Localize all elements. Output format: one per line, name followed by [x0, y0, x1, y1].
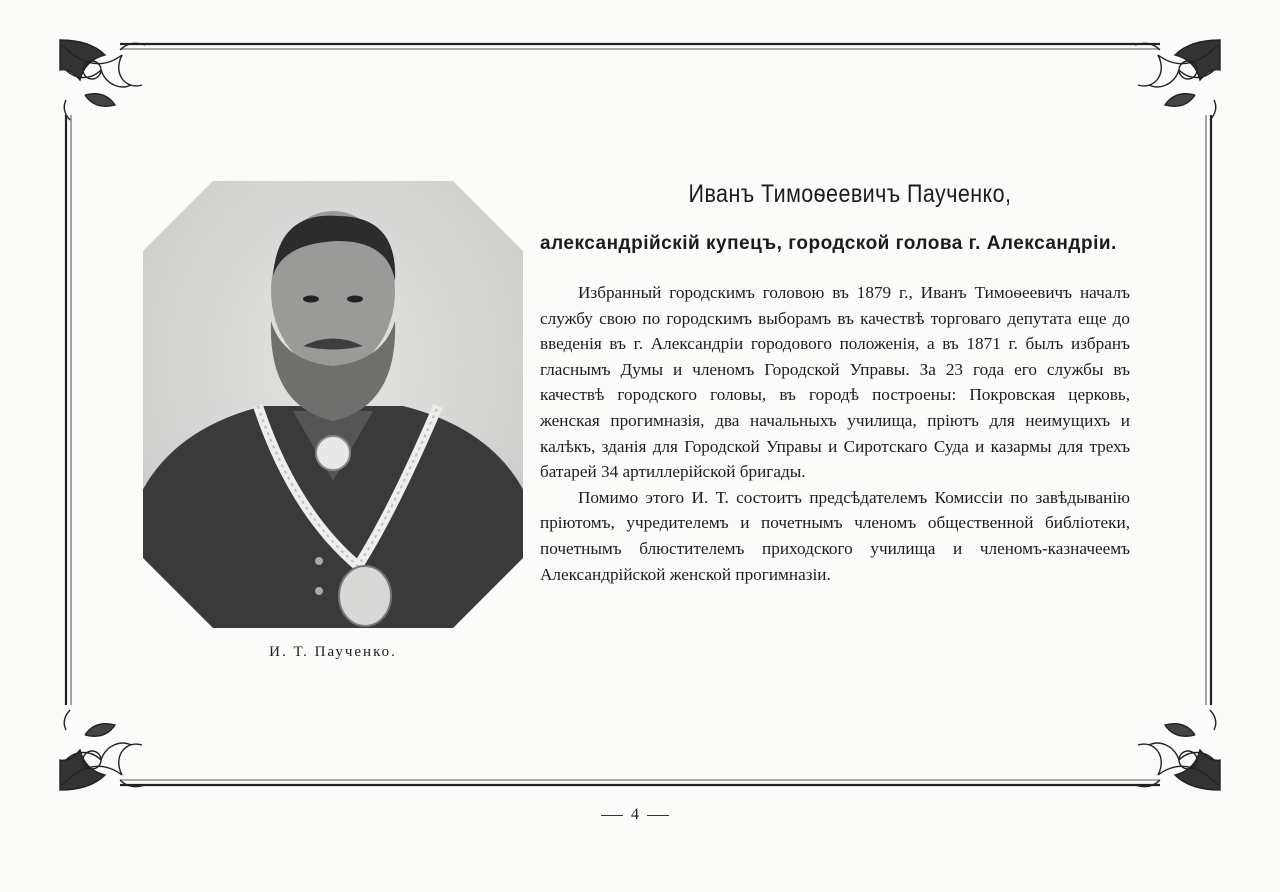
corner-ornament-bottom-left: [60, 710, 145, 790]
page-subtitle: александрійскій купецъ, городской голова г. Александріи.: [540, 233, 1117, 254]
paragraph: Помимо этого И. Т. состоитъ предсѣдателемъ Комиссіи по завѣдыванію пріютомъ, учредителемъ и почетнымъ членомъ общественной библіотеки, почетнымъ блюстителемъ приходского училища и членомъ-казначеемъ Александрійской женской прогимназіи.: [540, 487, 1130, 584]
portrait-photo: [143, 181, 523, 628]
corner-ornament-top-left: [60, 40, 145, 120]
paragraph: Избранный городскимъ головою въ 1879 г., Иванъ Тимоѳеевичъ началъ службу свою по городскимъ выборамъ въ качествѣ торговаго депутата еще до введенія въ г. Александріи городового положенія, а въ 1871 г. былъ избранъ гласнымъ Думы и членомъ Городской Управы. За 23 года его службы въ качествѣ городского головы, въ городѣ построены: Покровская церковь, женская прогимназія, два начальныхъ училища, пріютъ для неимущихъ и калѣкъ, зданія для Городской Управы и Сиротскаго Суда и казармы для трехъ батарей 34 артиллерійской бригады.: [540, 283, 1130, 482]
page-title: Иванъ Тимоѳеевичъ Паученко,: [688, 180, 1012, 208]
corner-ornament-bottom-right: [1135, 710, 1220, 790]
page-number: 4: [590, 806, 680, 824]
portrait-caption: И. Т. Паученко.: [269, 644, 397, 660]
biography-text: [540, 280, 1130, 587]
corner-ornament-top-right: [1135, 40, 1220, 120]
